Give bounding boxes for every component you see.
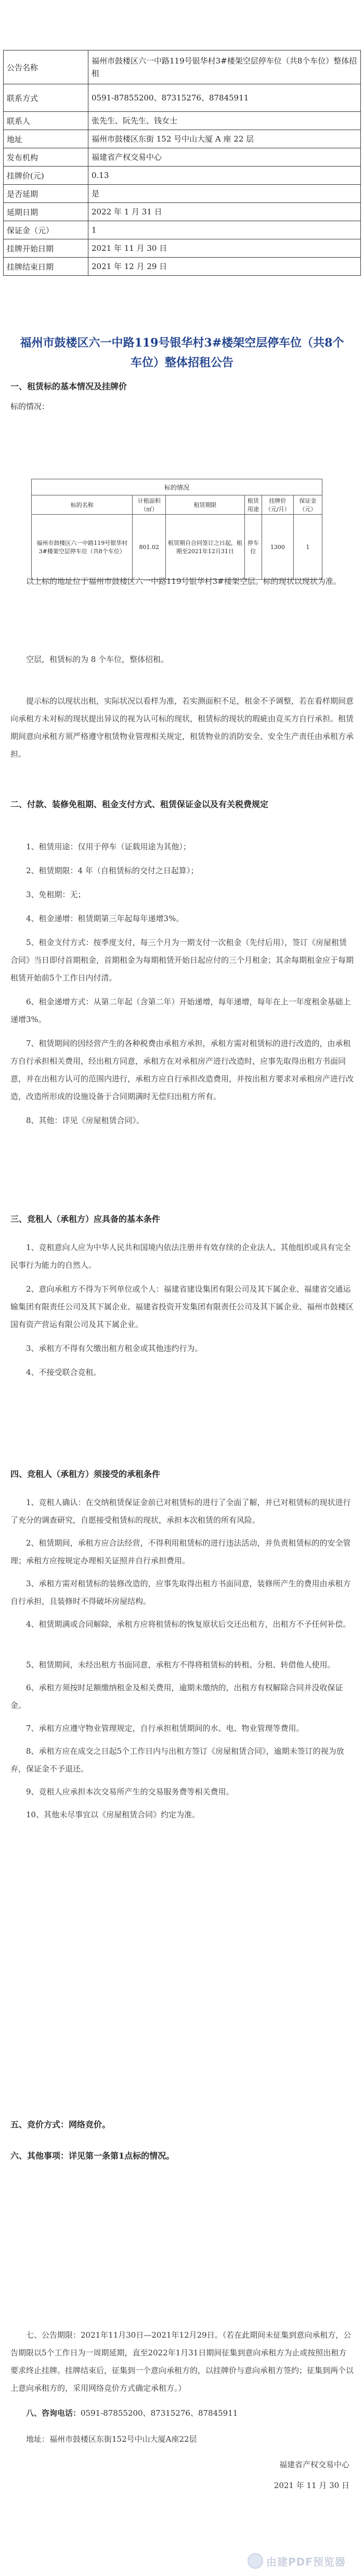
list-item: 6、租金递增方式：从第二年起（含第二年）开始递增，每年递增，每年在上一年度租金基础上递增3%。 <box>10 997 351 1024</box>
list-item: 5、租金支付方式：按季度支付，每三个月为一期支付一次租金（先付后用），签订《房屋租赁合同》当日即付首期租金，首期租金为每期租赁开始日起应付的三个月租金；其余每期租金应于每期租赁开始前5个工作日内付清。 <box>10 938 354 983</box>
info-value: 2022 年 1 月 31 日 <box>88 203 361 221</box>
info-key: 联系人 <box>4 112 88 130</box>
address-label: 地址： <box>26 2434 50 2444</box>
info-value: 张先生、阮先生、钱女士 <box>88 112 361 130</box>
info-row <box>4 239 361 258</box>
th-area: 计租面积（㎡） <box>133 495 166 515</box>
info-row <box>4 258 361 276</box>
section-4-heading: 四、竞租人（承租方）须接受的承租条件 <box>10 1469 161 1479</box>
info-key: 地址 <box>4 130 88 148</box>
address-line <box>10 2430 354 2448</box>
target-table <box>31 479 322 580</box>
td-use: 停车位 <box>244 515 262 580</box>
th-name: 标的名称 <box>32 495 133 515</box>
list-item: 1、租赁用途：仅用于停车（证载用途为其他）； <box>26 842 191 851</box>
info-row <box>4 221 361 239</box>
list-item: 3、承租方不得有欠缴出租方租金或其他违约行为。 <box>26 1344 203 1353</box>
info-key: 是否延期 <box>4 185 88 203</box>
info-key: 保证金（元） <box>4 221 88 239</box>
info-row <box>4 84 361 112</box>
list-item: 8、承租方应在成交之日起5个工作日内与出租方签订《房屋租赁合同》，逾期未签订的视为放弃，保证金不予退还。 <box>10 1746 344 1774</box>
info-row <box>4 50 361 84</box>
address-value: 福州市鼓楼区东街152号中山大厦A座22层 <box>49 2434 197 2444</box>
info-key: 联系方式 <box>4 84 88 112</box>
info-value: 2021 年 11 月 30 日 <box>88 239 361 258</box>
info-row <box>4 148 361 167</box>
contact-line <box>10 2404 354 2422</box>
td-deposit: 1 <box>293 515 322 580</box>
info-value: 0591-87855200、87315276、87845911 <box>88 84 361 112</box>
list-item: 4、不接受联合竞租。 <box>26 1368 101 1377</box>
list-item: 3、承租方需对租赁标的装修改造的，应事先取得出租方书面同意，装修所产生的费用由承租方自行承担，且装修时不得破坏房屋结构。 <box>10 1579 351 1606</box>
section-5-heading: 五、竞价方式：网络竞价。 <box>10 2120 111 2129</box>
list-item: 5、租赁期间，未经出租方书面同意，承租方不得将租赁标的转租、分租、转借他人使用。 <box>26 1660 335 1669</box>
info-row <box>4 130 361 148</box>
list-item: 10、其他未尽事宜以《房屋租赁合同》约定为准。 <box>26 1810 200 1819</box>
info-key: 挂牌结束日期 <box>4 258 88 276</box>
paragraph: 以上标的地址位于福州市鼓楼区六一中路119号银华村3#楼架空层。标的现状以现状为准。 <box>26 577 341 586</box>
list-item: 9、竞租人应承担本次交易所产生的交易服务费等相关费用。 <box>26 1787 234 1796</box>
info-key: 挂牌开始日期 <box>4 239 88 258</box>
list-item: 6、承租方须按时足额缴纳租金及相关费用，逾期未缴纳的，出租方有权解除合同并没收保证金。 <box>10 1683 343 1710</box>
list-item: 4、租赁期满或合同解除，承租方应将租赁标的恢复原状后交还出租方，出租方不予任何补偿。 <box>26 1619 351 1629</box>
info-table <box>3 50 361 276</box>
list-item: 8、其他：详见《房屋租赁合同》。 <box>26 1116 145 1125</box>
list-item: 7、租赁期间的因经营产生的各种税费由承租方承担，承租方需对租赁标的进行改造的，由承租方自行承担相关费用，经出租方同意，承租方在对承租房产进行改造时，应事先取得出租方书面同意，并在出租方认可的范围内进行，承租方应自行承担改造费用，并按出租方要求对承租房产进行改造，改造所形成的设施设备于合同期满时无偿归出租方所有。 <box>10 1039 354 1101</box>
list-item: 1、竞租人确认：在交纳租赁保证金前已对租赁标的进行了全面了解，并已对租赁标的现状进行了充分的调查研究，自愿接受租赁标的现状，承担本次租赁的所有风险。 <box>10 1498 351 1525</box>
info-value: 福州市鼓楼区东街 152 号中山大厦 A 座 22 层 <box>88 130 361 148</box>
paragraph: 空层，租赁标的为 8 个车位，整体招租。 <box>26 655 169 664</box>
list-item: 3、免租期：无； <box>26 890 86 899</box>
list-item: 2、意向承租方不得为下列单位或个人：福建省建设集团有限公司及其下属企业、福建省交通运输集团有限责任公司及其下属企业、福建省投资开发集团有限责任公司及其下属企业、福州市鼓楼区国有资产营运有限公司及其下属企业。 <box>10 1284 354 1329</box>
target-table-title: 标的情况 <box>32 479 322 495</box>
th-term: 租赁期限 <box>166 495 245 515</box>
info-row <box>4 112 361 130</box>
info-row <box>4 203 361 221</box>
info-key: 公告名称 <box>4 50 88 84</box>
info-value: 是 <box>88 185 361 203</box>
section-1-heading: 一、租赁标的基本情况及挂牌价 <box>10 381 127 391</box>
td-name: 福州市鼓楼区六一中路119号银华村3#楼架空层停车位（共8个车位） <box>32 515 133 580</box>
td-term: 租赁期自合同签订之日起，租期至2021年12月31日 <box>166 515 245 580</box>
watermark <box>248 2553 352 2569</box>
list-item: 7、承租方应遵守物业管理规定，自行承担租赁期间的水、电、物业管理等费用。 <box>26 1724 304 1733</box>
contact-label: 八、咨询电话： <box>26 2408 81 2418</box>
info-row <box>4 185 361 203</box>
section-3-heading: 三、竞租人（承租方）应具备的基本条件 <box>10 1214 161 1224</box>
info-value: 福建省产权交易中心 <box>88 148 361 167</box>
watermark-text: 由建PDF预览器 <box>266 2555 346 2568</box>
section-7-paragraph: 七、公告期限：2021年11月30日—2021年12月29日。（若在此期间未征集到意向承租方，公告期限以5个工作日为一周期延期，直至2022年1月31日期间征集到意向承租方为止或按照出租方要求终止挂牌。挂牌结束后，征集到一个意向承租方的，以挂牌价与意向承租方签约；征集到两个以上意向承租方的，采用网络竞价方式确定承租方。） <box>10 2330 354 2393</box>
td-price: 1300 <box>262 515 293 580</box>
list-item: 2、租赁期间，承租方应合法经营，不得利用租赁标的进行违法活动，并负责租赁标的的安全管理；承租方应按规定办理相关证照并自行承担费用。 <box>10 1538 351 1565</box>
paragraph: 提示标的以现状出租，实际状况以看样为准，若实测面积不足，租金不予调整，若在看样期间意向承租方未对标的现状提出异议的视为认可标的现状，租赁标的现状的瑕疵由竞买方自行承担。租赁期间意向承租方须严格遵守租赁物业管理相关规定，租赁物业的消防安全、安全生产责任由承租方承担。 <box>10 696 354 759</box>
info-row <box>4 167 361 185</box>
watermark-logo-icon <box>248 2553 263 2569</box>
th-use: 租赁用途 <box>244 495 262 515</box>
signature-org: 福建省产权交易中心 <box>279 2460 349 2469</box>
info-value: 0.13 <box>88 167 361 185</box>
contact-phones: 0591-87855200、87315276、87845911 <box>81 2408 238 2418</box>
list-item: 4、租金递增：租赁期第三年起每年递增3%。 <box>26 914 184 923</box>
list-item: 1、竞租意向人应为中华人民共和国境内依法注册并有效存续的企业法人、其他组织或具有完全民事行为能力的自然人。 <box>10 1243 351 1270</box>
signature-date: 2021 年 11 月 30 日 <box>274 2481 349 2490</box>
info-key: 挂牌价(元) <box>4 167 88 185</box>
section-2-heading: 二、付款、装修免租期、租金支付方式、租赁保证金以及有关税费规定 <box>10 799 269 809</box>
page-title: 福州市鼓楼区六一中路119号银华村3#楼架空层停车位（共8个车位）整体招租公告 <box>20 336 344 369</box>
info-value: 2021 年 12 月 29 日 <box>88 258 361 276</box>
info-key: 延期日期 <box>4 203 88 221</box>
subject-label: 标的情况： <box>10 402 50 411</box>
list-item: 2、租赁期限：4 年（自租赁标的交付之日起算）； <box>26 866 199 875</box>
info-value: 福州市鼓楼区六一中路119号银华村3#楼架空层停车位（共8个车位）整体招租 <box>88 50 361 84</box>
info-key: 发布机构 <box>4 148 88 167</box>
section-6-heading: 六、其他事项：详见第一条第1点标的情况。 <box>10 2151 175 2161</box>
th-price: 挂牌价（元/月） <box>262 495 293 515</box>
info-value: 1 <box>88 221 361 239</box>
td-area: 801.02 <box>133 515 166 580</box>
th-deposit: 保证金（元） <box>293 495 322 515</box>
